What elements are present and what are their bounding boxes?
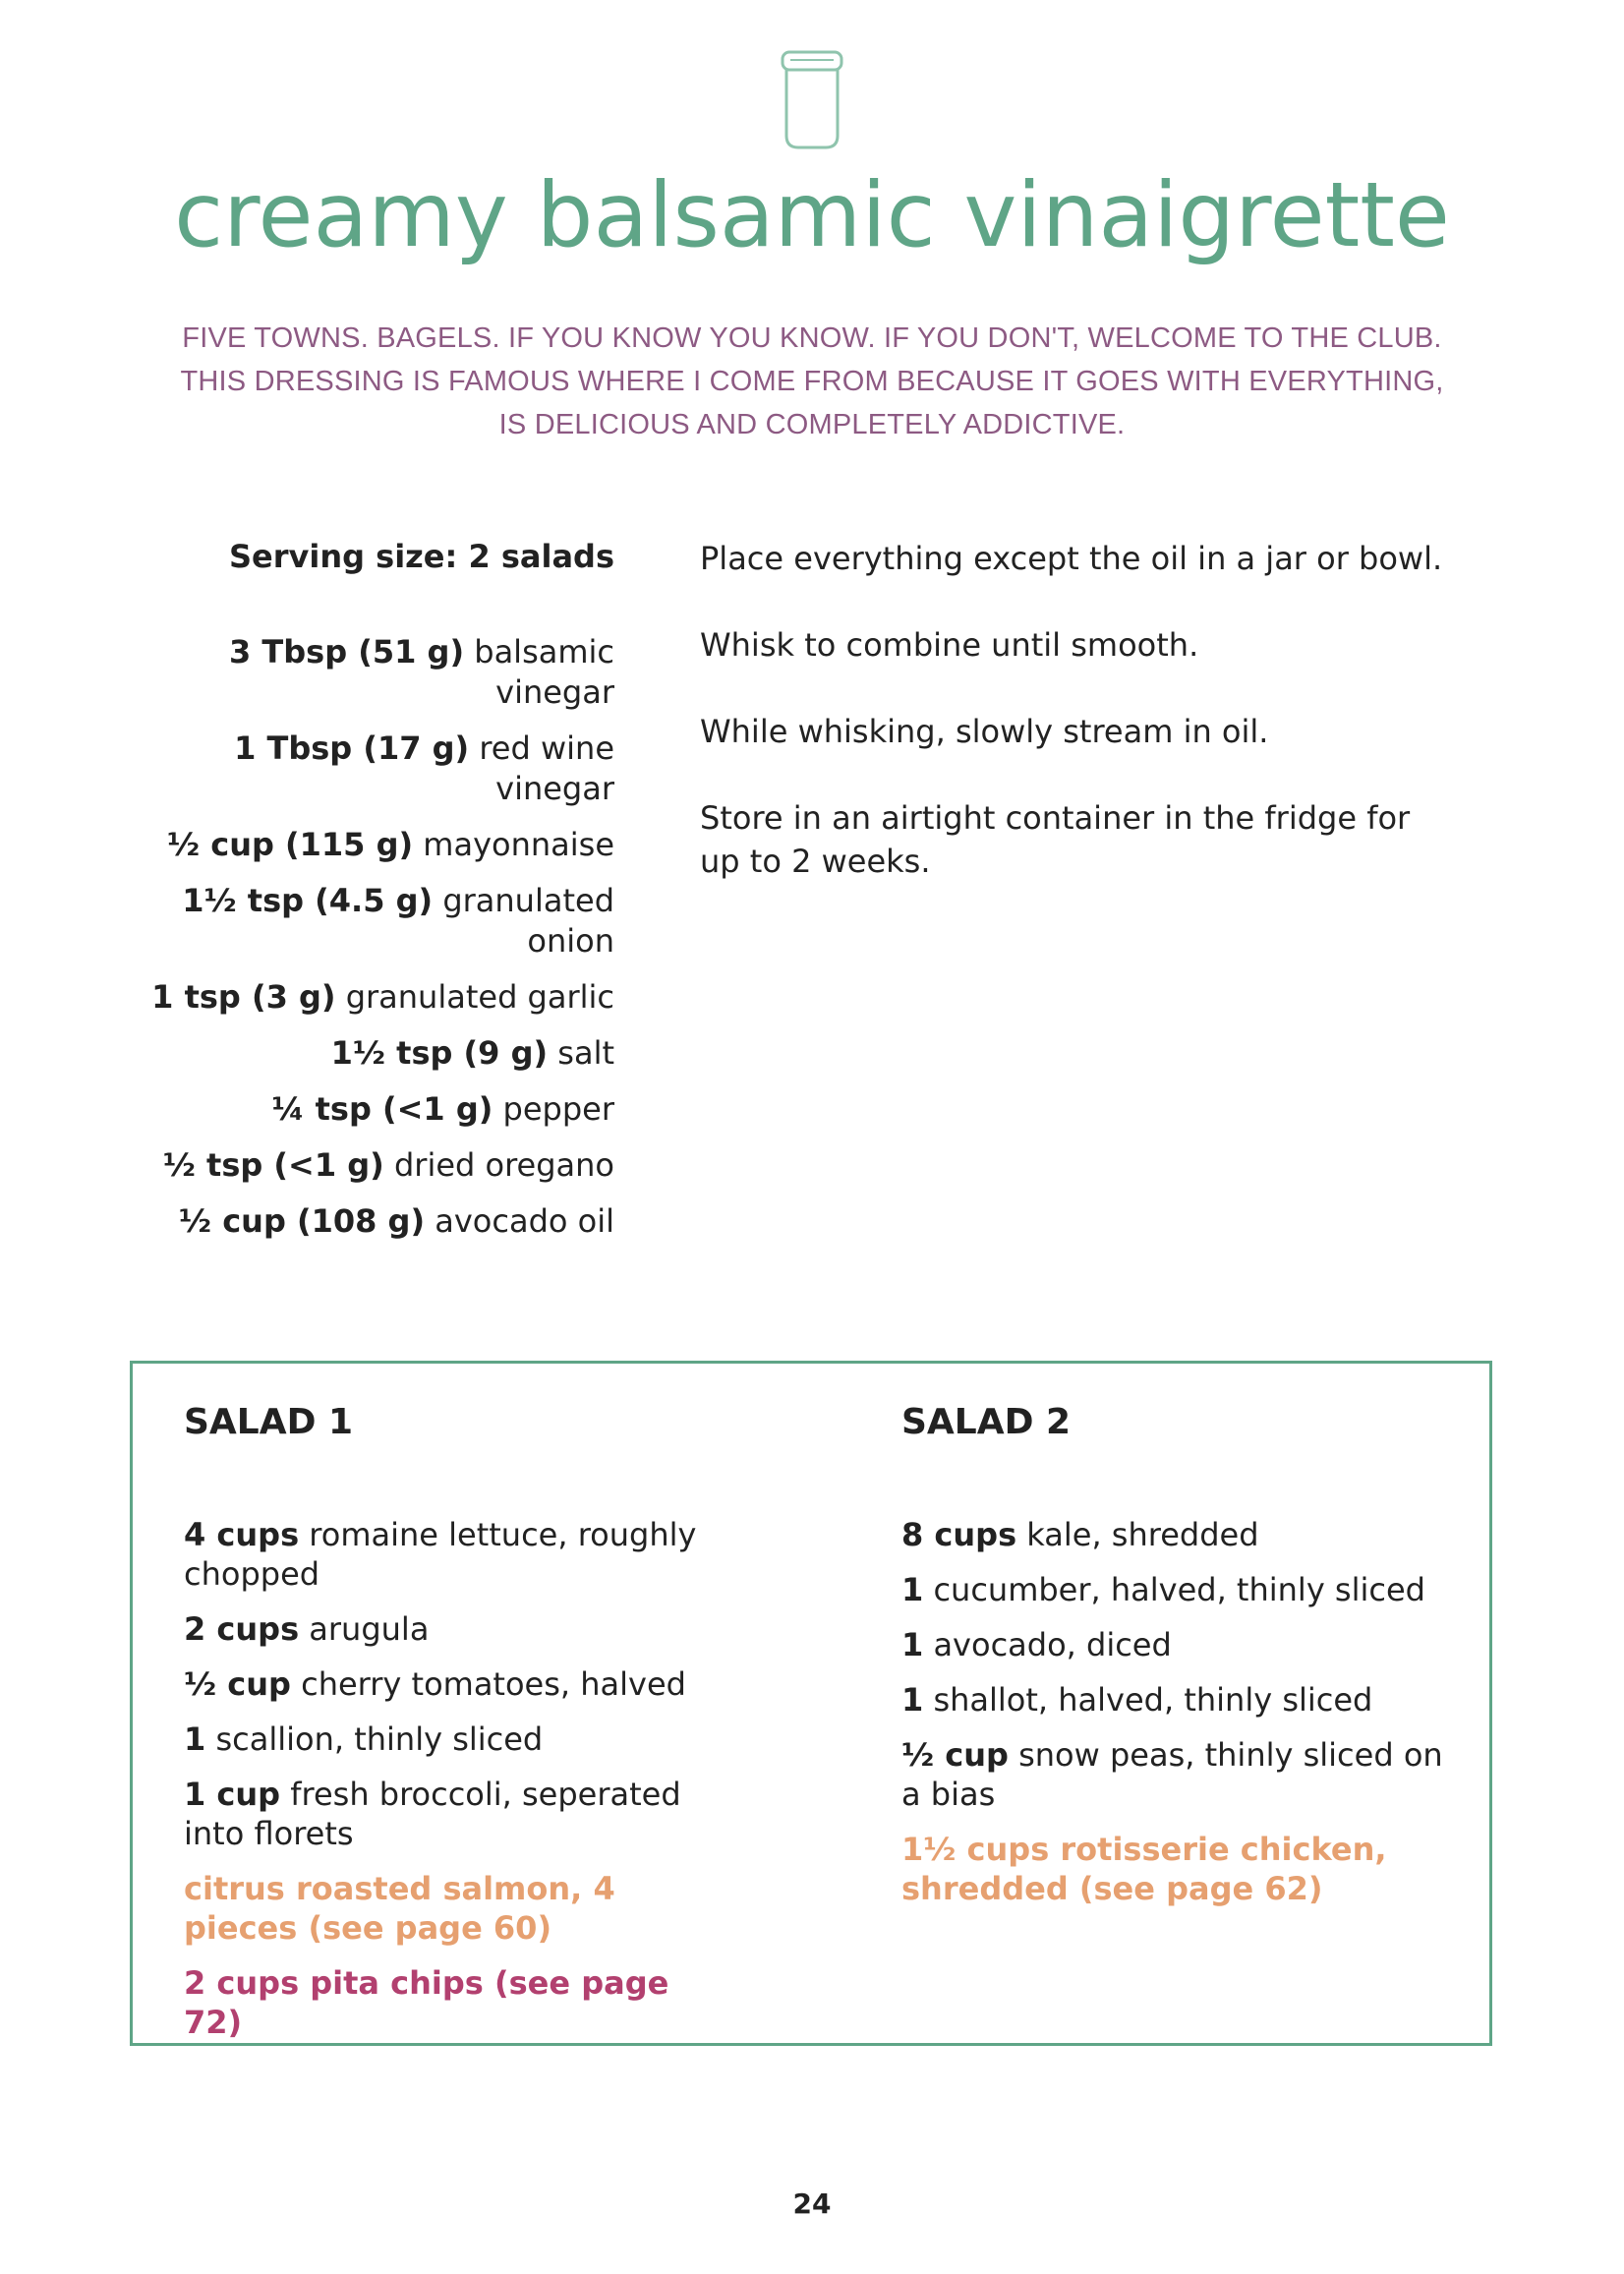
item-quantity: 1 (184, 1720, 206, 1758)
salad-item (184, 1720, 734, 1759)
item-quantity: ½ cup (184, 1665, 291, 1703)
intro-text (147, 317, 1477, 446)
item-quantity: 1 cup (184, 1776, 281, 1813)
intro-line: THIS DRESSING IS FAMOUS WHERE I COME FROM BECAUSE IT GOES WITH EVERYTHING, (180, 366, 1444, 397)
salad-item (901, 1680, 1452, 1720)
item-text: avocado, diced (933, 1626, 1172, 1663)
ingredient-name: granulated garlic (345, 978, 614, 1016)
instruction-step: Store in an airtight container in the fridge for up to 2 weeks. (700, 799, 1411, 880)
item-quantity: 4 cups (184, 1516, 300, 1553)
item-quantity: ½ cup (901, 1736, 1009, 1774)
salad-item (901, 1735, 1452, 1814)
ingredient (147, 1089, 614, 1130)
linked-recipe: citrus roasted salmon, 4 pieces (see page 60) (184, 1870, 615, 1947)
item-text: scallion, thinly sliced (215, 1720, 544, 1758)
ingredient (147, 1201, 614, 1242)
ingredient-name: salt (557, 1034, 614, 1072)
serving-size: Serving size: 2 salads (228, 538, 614, 575)
salad-item (184, 1664, 734, 1704)
item-text: cucumber, halved, thinly sliced (933, 1571, 1425, 1608)
intro-line: FIVE TOWNS. BAGELS. IF YOU KNOW YOU KNOW. IF YOU DON'T, WELCOME TO THE CLUB. (182, 322, 1442, 354)
item-text: arugula (309, 1610, 430, 1648)
salad-2 (901, 1401, 1452, 1924)
salad-item (184, 1609, 734, 1649)
salad-item (901, 1515, 1452, 1554)
ingredient-quantity: 1 Tbsp (17 g) (234, 729, 470, 767)
item-text: kale, shredded (1026, 1516, 1259, 1553)
ingredient (147, 1033, 614, 1074)
salad-box (130, 1361, 1492, 2046)
salad-item (184, 1515, 734, 1594)
ingredient-name: mayonnaise (423, 826, 614, 863)
instruction-step: Place everything except the oil in a jar or bowl. (700, 540, 1443, 577)
page-number: 24 (792, 2187, 832, 2220)
item-text: romaine lettuce, roughly chopped (184, 1516, 697, 1593)
ingredient-name: balsamic vinegar (474, 633, 614, 711)
jar-icon (775, 49, 849, 151)
ingredient-name: granulated onion (442, 882, 614, 960)
ingredient-quantity: ½ cup (108 g) (178, 1202, 426, 1240)
salad-title: SALAD 2 (901, 1402, 1072, 1442)
ingredient-quantity: 1½ tsp (9 g) (330, 1034, 549, 1072)
ingredient-quantity: ½ cup (115 g) (166, 826, 414, 863)
ingredient (147, 977, 614, 1018)
linked-recipe: 1½ cups rotisserie chicken, shredded (see page 62) (901, 1831, 1387, 1907)
salad-item (184, 1775, 734, 1853)
ingredient-quantity: 1 tsp (3 g) (151, 978, 336, 1016)
item-text: snow peas, thinly sliced on a bias (901, 1736, 1443, 1813)
item-text: shallot, halved, thinly sliced (933, 1681, 1373, 1719)
salad-1 (184, 1401, 734, 2058)
item-quantity: 1 (901, 1571, 924, 1608)
ingredient-name: red wine vinegar (479, 729, 614, 807)
ingredient (147, 1145, 614, 1186)
intro-line: IS DELICIOUS AND COMPLETELY ADDICTIVE. (498, 409, 1126, 440)
ingredient (147, 632, 614, 713)
item-quantity: 8 cups (901, 1516, 1017, 1553)
ingredient (147, 825, 614, 865)
salad-item (901, 1570, 1452, 1609)
salad-item (901, 1625, 1452, 1664)
linked-recipe: 2 cups pita chips (see page 72) (184, 1964, 669, 2041)
ingredient-quantity: 3 Tbsp (51 g) (229, 633, 465, 671)
ingredient (147, 881, 614, 962)
ingredient-quantity: 1½ tsp (4.5 g) (182, 882, 434, 919)
salad-title: SALAD 1 (184, 1402, 354, 1442)
ingredient-name: pepper (502, 1090, 614, 1128)
instruction-step: While whisking, slowly stream in oil. (700, 713, 1269, 750)
item-text: fresh broccoli, seperated into florets (184, 1776, 681, 1852)
ingredient (147, 729, 614, 809)
ingredient-list (147, 537, 614, 1257)
ingredient-quantity: ¼ tsp (<1 g) (271, 1090, 493, 1128)
ingredient-quantity: ½ tsp (<1 g) (162, 1146, 384, 1184)
ingredient-name: avocado oil (435, 1202, 614, 1240)
item-quantity: 1 (901, 1681, 924, 1719)
item-text: cherry tomatoes, halved (301, 1665, 686, 1703)
instruction-list (700, 537, 1447, 926)
instruction-step: Whisk to combine until smooth. (700, 626, 1199, 664)
item-quantity: 2 cups (184, 1610, 300, 1648)
item-quantity: 1 (901, 1626, 924, 1663)
recipe-title: creamy balsamic vinaigrette (174, 164, 1450, 267)
ingredient-name: dried oregano (393, 1146, 614, 1184)
